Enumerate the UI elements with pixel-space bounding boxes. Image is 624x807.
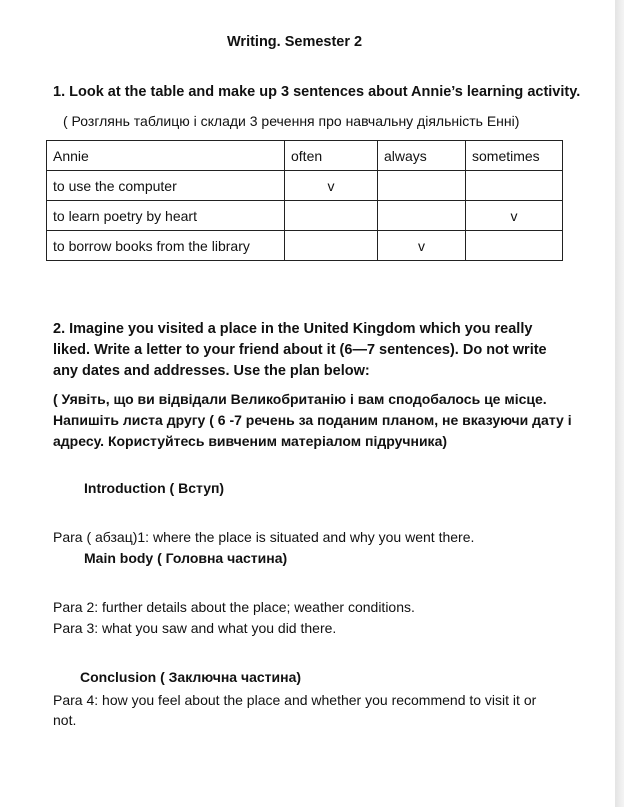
always-cell: v: [378, 231, 466, 261]
task2-subheading: ( Уявіть, що ви відвідали Великобританію і вам сподобалось це місце. Напишіть листа другу ( 6 -7 речень за поданим планом, не вказуючи дату і адресу. Користуйтесь вивченим матеріалом підручника): [53, 391, 572, 449]
activity-cell: to use the computer: [47, 171, 285, 201]
table-header-cell: often: [285, 141, 378, 171]
activity-table: [46, 140, 563, 261]
often-cell: v: [285, 171, 378, 201]
main-body-label: Main body ( Головна частина): [84, 550, 288, 566]
table-row: [47, 171, 563, 201]
activity-cell: to borrow books from the library: [47, 231, 285, 261]
always-cell: [378, 201, 466, 231]
task1-subheading: ( Розглянь таблицю і склади 3 речення про навчальну діяльність Енні): [63, 113, 520, 129]
sometimes-cell: [466, 231, 563, 261]
para4-text: Para 4: how you feel about the place and whether you recommend to visit it or not.: [53, 692, 537, 728]
table-header-cell: sometimes: [466, 141, 563, 171]
para2-text: Para 2: further details about the place; weather conditions.: [53, 599, 415, 615]
page-title: Writing. Semester 2: [227, 34, 363, 50]
activity-cell: to learn poetry by heart: [47, 201, 285, 231]
para1-text: Para ( абзац)1: where the place is situated and why you went there.: [53, 529, 475, 545]
para3-text: Para 3: what you saw and what you did there.: [53, 620, 337, 636]
often-cell: [285, 201, 378, 231]
table-row: [47, 231, 563, 261]
page-edge-shadow: [615, 0, 624, 807]
introduction-label: Introduction ( Вступ): [84, 480, 225, 496]
conclusion-label: Conclusion ( Заключна частина): [80, 669, 302, 685]
sometimes-cell: [466, 171, 563, 201]
task2-heading: 2. Imagine you visited a place in the United Kingdom which you really liked. Write a letter to your friend about it (6—7 sentences). Do not write any dates and addresses. Use the plan below:: [53, 321, 547, 379]
sometimes-cell: v: [466, 201, 563, 231]
table-header-cell: always: [378, 141, 466, 171]
task1-heading: 1. Look at the table and make up 3 sentences about Annie’s learning activity.: [53, 84, 581, 100]
always-cell: [378, 171, 466, 201]
table-row: [47, 201, 563, 231]
table-header-cell: Annie: [47, 141, 285, 171]
table-header-row: [47, 141, 563, 171]
often-cell: [285, 231, 378, 261]
